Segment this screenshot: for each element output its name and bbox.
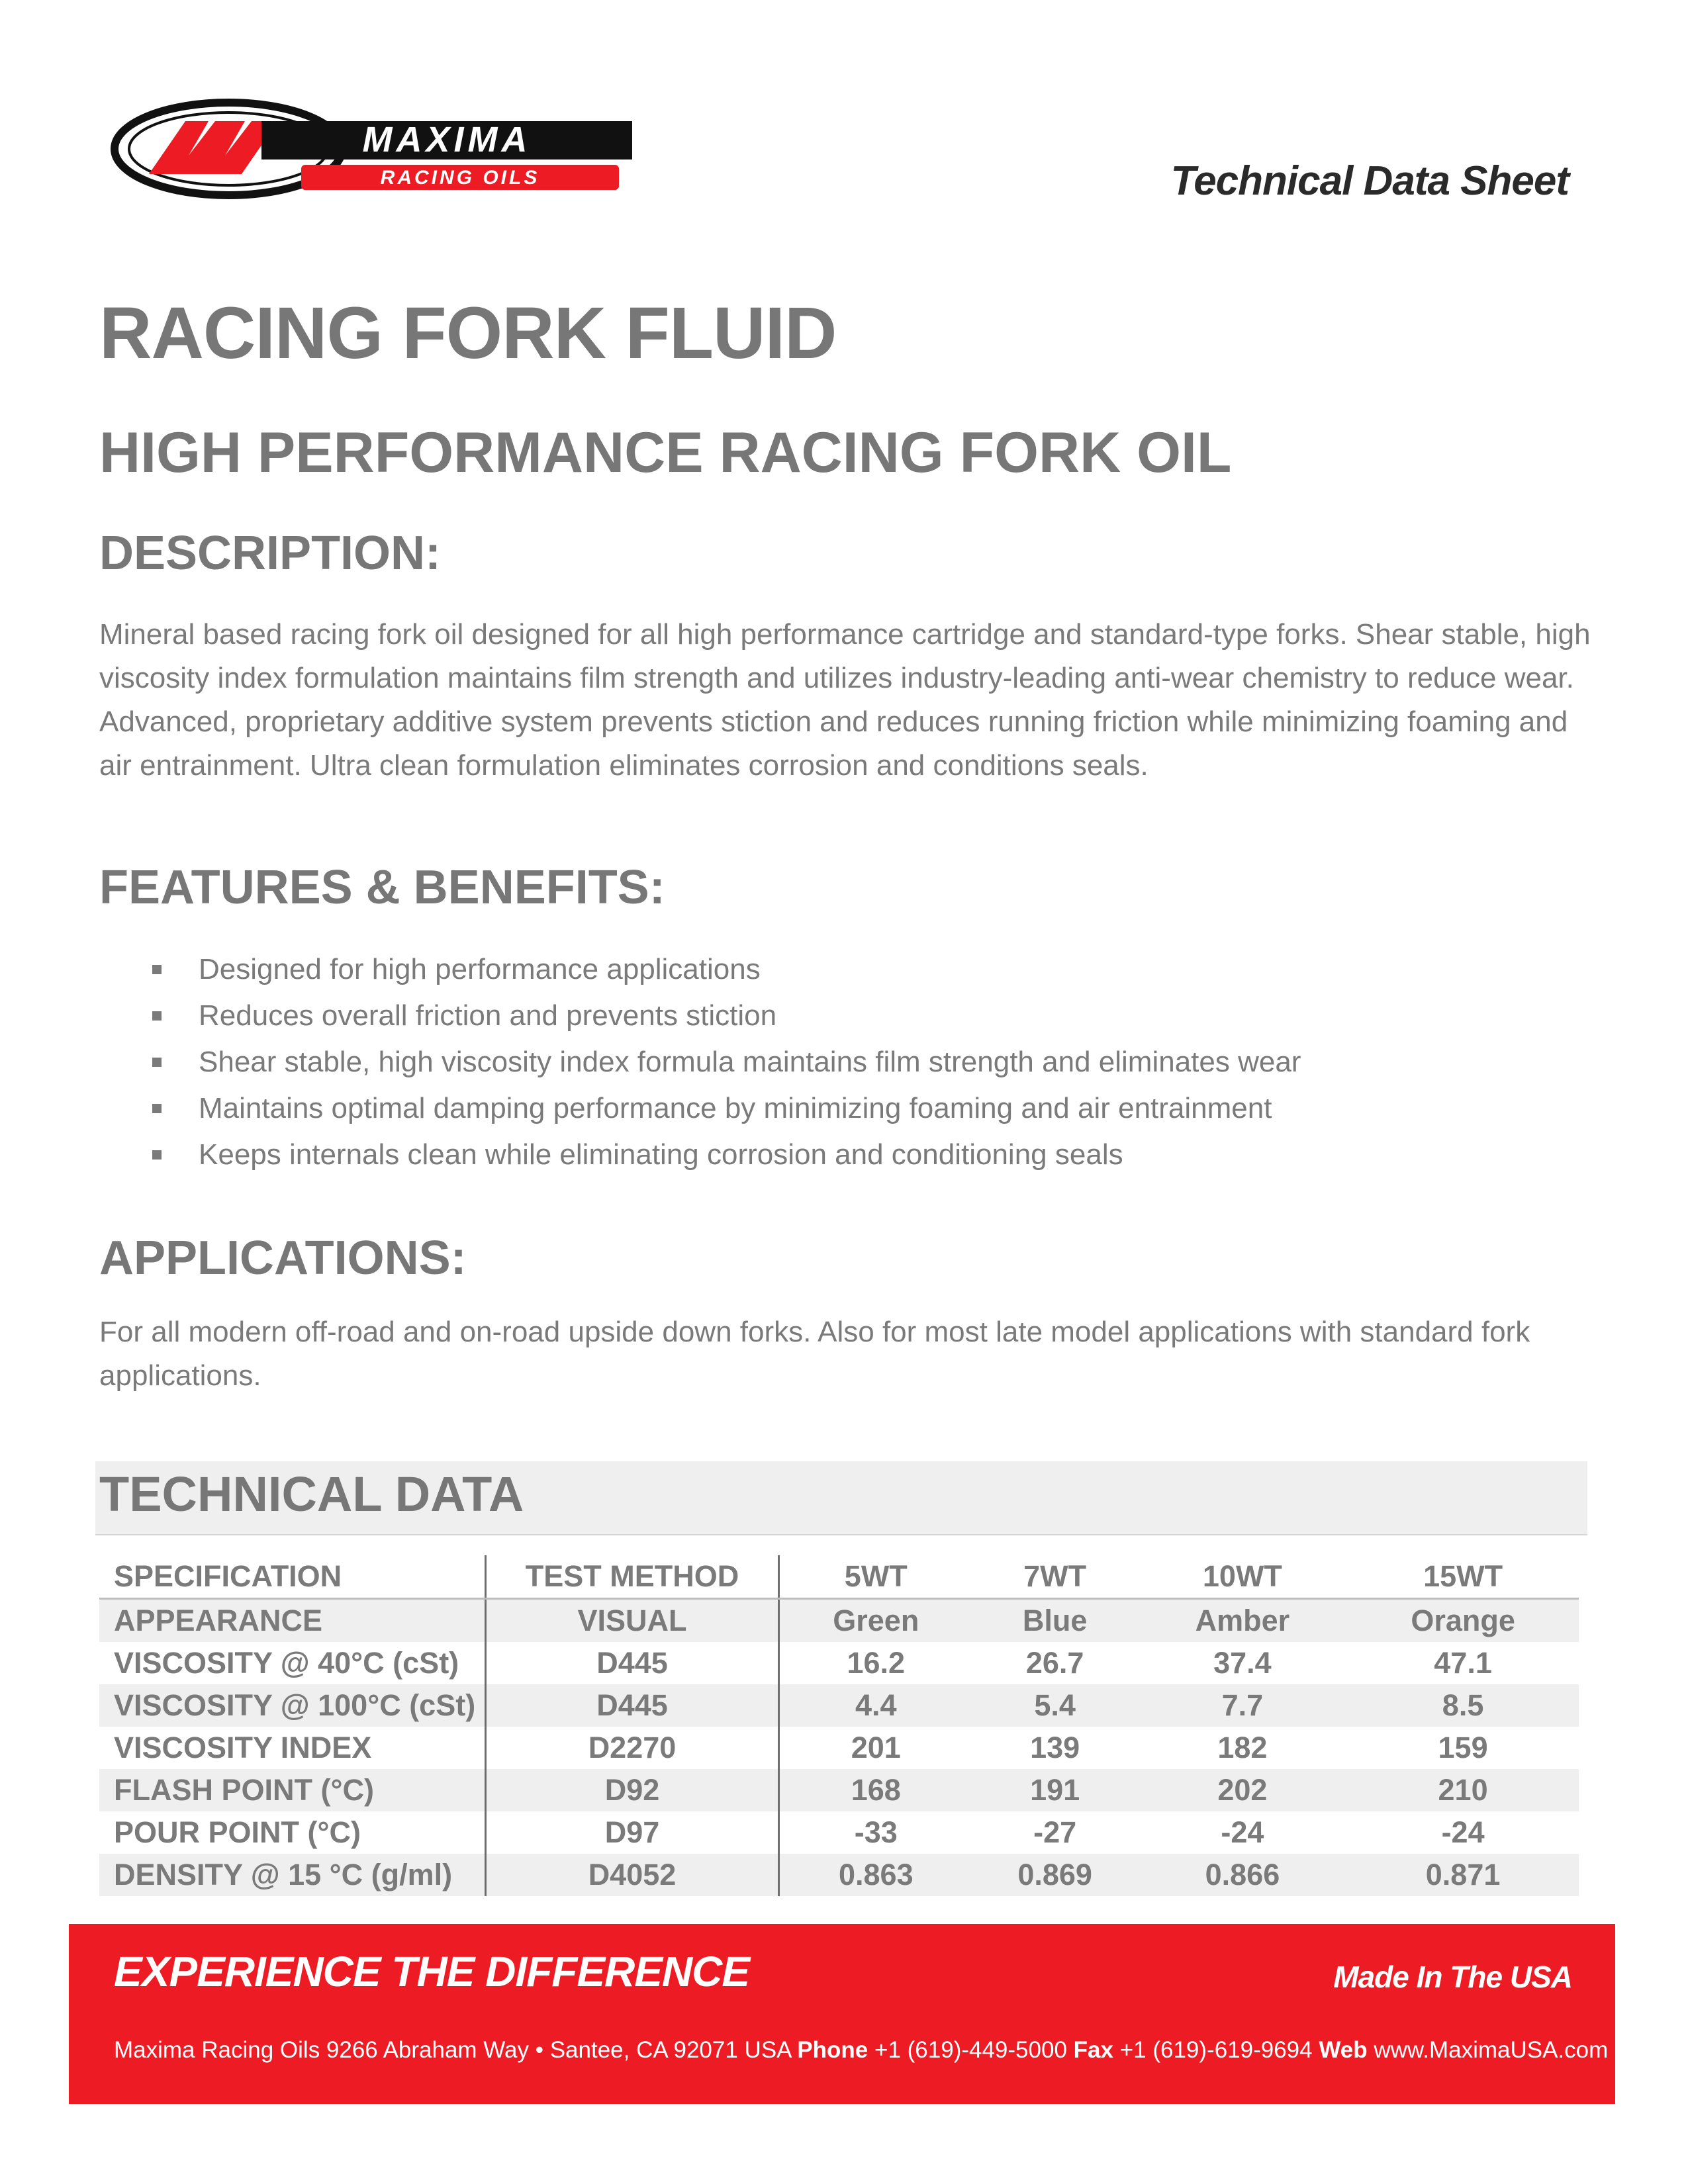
table-cell: VISCOSITY @ 100°C (cSt) xyxy=(99,1684,486,1727)
table-cell: D97 xyxy=(486,1811,779,1854)
table-cell: 5.4 xyxy=(972,1684,1138,1727)
column-header: 5WT xyxy=(779,1555,972,1599)
description-text: Mineral based racing fork oil designed for all high performance cartridge and standard-type forks. Shear stable, high viscosity index formulation maintains film strength and utilizes industry-leading anti-wear chemistry to reduce wear. Advanced, proprietary additive system prevents stiction and reduces running friction while minimizing foaming and air entrainment. Ultra clean formulation eliminates corrosion and conditions seals. xyxy=(99,618,1591,782)
table-cell: -27 xyxy=(1033,1815,1077,1849)
table-cell: 201 xyxy=(851,1731,901,1764)
features-heading: FEATURES & BENEFITS: xyxy=(99,861,665,914)
features-list xyxy=(152,946,1575,1178)
table-cell: Amber xyxy=(1138,1599,1348,1643)
column-header: 10WT xyxy=(1138,1555,1348,1599)
footer-address: Maxima Racing Oils 9266 Abraham Way • Santee, CA 92071 USA xyxy=(114,2037,791,2063)
list-item xyxy=(152,993,1575,1039)
table-cell: 159 xyxy=(1438,1731,1488,1764)
table-row xyxy=(99,1811,1579,1854)
column-header: SPECIFICATION xyxy=(99,1555,486,1599)
table-row xyxy=(99,1769,1579,1811)
fax-label: Fax xyxy=(1073,2037,1113,2063)
fax-number: +1 (619)-619-9694 xyxy=(1119,2037,1313,2063)
column-header: TEST METHOD xyxy=(486,1555,779,1599)
list-item xyxy=(152,1085,1575,1132)
table-cell: D4052 xyxy=(486,1854,779,1896)
bullet-icon xyxy=(152,1150,162,1160)
footer-contact xyxy=(114,2037,1608,2064)
table-cell: VISCOSITY @ 40°C (cSt) xyxy=(99,1642,486,1684)
phone-number[interactable]: +1 (619)-449-5000 xyxy=(874,2037,1067,2063)
made-in-usa-label: Made In The USA xyxy=(1333,1960,1572,1994)
product-subtitle: HIGH PERFORMANCE RACING FORK OIL xyxy=(99,421,1232,484)
maxima-logo xyxy=(109,96,652,202)
feature-text: Reduces overall friction and prevents stiction xyxy=(199,999,777,1032)
bullet-icon xyxy=(152,965,162,974)
table-cell: 210 xyxy=(1347,1769,1579,1811)
logo-wordmark: MAXIMA xyxy=(362,120,532,159)
table-cell: 202 xyxy=(1138,1769,1348,1811)
table-cell: 47.1 xyxy=(1434,1646,1492,1680)
bullet-icon xyxy=(152,1011,162,1021)
description-heading: DESCRIPTION: xyxy=(99,527,442,580)
table-cell: Green xyxy=(779,1599,972,1643)
table-header-row xyxy=(99,1555,1579,1599)
document-type-label: Technical Data Sheet xyxy=(1170,158,1569,204)
column-header: 7WT xyxy=(972,1555,1138,1599)
table-cell: -33 xyxy=(854,1815,898,1849)
list-item xyxy=(152,1039,1575,1085)
table-cell: 0.871 xyxy=(1347,1854,1579,1896)
technical-data-heading: TECHNICAL DATA xyxy=(99,1467,524,1522)
table-cell: 16.2 xyxy=(847,1646,906,1680)
table-cell: -24 xyxy=(1221,1815,1264,1849)
feature-text: Maintains optimal damping performance by minimizing foaming and air entrainment xyxy=(199,1092,1272,1124)
technical-data-table xyxy=(99,1555,1579,1896)
table-cell: 182 xyxy=(1217,1731,1268,1764)
product-title: RACING FORK FLUID xyxy=(99,293,837,374)
table-cell: 0.869 xyxy=(972,1854,1138,1896)
table-cell: VISCOSITY INDEX xyxy=(99,1727,486,1769)
table-cell: 26.7 xyxy=(1025,1646,1084,1680)
logo-subtext: RACING OILS xyxy=(380,167,540,189)
list-item xyxy=(152,946,1575,993)
applications-text: For all modern off-road and on-road upside down forks. Also for most late model applications with standard fork applications. xyxy=(99,1316,1530,1392)
bullet-icon xyxy=(152,1104,162,1113)
feature-text: Shear stable, high viscosity index formula maintains film strength and eliminates wear xyxy=(199,1046,1301,1078)
table-cell: -24 xyxy=(1441,1815,1485,1849)
website-link[interactable]: www.MaximaUSA.com xyxy=(1374,2037,1609,2063)
bullet-icon xyxy=(152,1058,162,1067)
list-item xyxy=(152,1132,1575,1178)
table-row xyxy=(99,1727,1579,1769)
table-cell: 168 xyxy=(779,1769,972,1811)
table-cell: D445 xyxy=(486,1642,779,1684)
table-cell: APPEARANCE xyxy=(99,1599,486,1643)
table-cell: D445 xyxy=(486,1684,779,1727)
table-cell: 191 xyxy=(972,1769,1138,1811)
table-cell: 0.863 xyxy=(779,1854,972,1896)
table-cell: POUR POINT (°C) xyxy=(99,1811,486,1854)
table-cell: Orange xyxy=(1347,1599,1579,1643)
table-cell: 7.7 xyxy=(1138,1684,1348,1727)
table-cell: DENSITY @ 15 °C (g/ml) xyxy=(99,1854,486,1896)
table-cell: Blue xyxy=(972,1599,1138,1643)
table-row xyxy=(99,1854,1579,1896)
table-cell: 37.4 xyxy=(1213,1646,1272,1680)
table-cell: D2270 xyxy=(486,1727,779,1769)
table-row xyxy=(99,1599,1579,1643)
table-cell: FLASH POINT (°C) xyxy=(99,1769,486,1811)
phone-label: Phone xyxy=(797,2037,868,2063)
web-label: Web xyxy=(1319,2037,1368,2063)
table-cell: 8.5 xyxy=(1347,1684,1579,1727)
footer-tagline: EXPERIENCE THE DIFFERENCE xyxy=(114,1948,750,1995)
table-cell: 0.866 xyxy=(1138,1854,1348,1896)
table-row xyxy=(99,1684,1579,1727)
column-header: 15WT xyxy=(1347,1555,1579,1599)
feature-text: Designed for high performance applications xyxy=(199,953,761,985)
feature-text: Keeps internals clean while eliminating corrosion and conditioning seals xyxy=(199,1138,1123,1171)
table-cell: D92 xyxy=(486,1769,779,1811)
table-cell: 139 xyxy=(1030,1731,1080,1764)
applications-heading: APPLICATIONS: xyxy=(99,1232,467,1285)
table-row xyxy=(99,1642,1579,1684)
table-cell: 4.4 xyxy=(779,1684,972,1727)
table-cell: VISUAL xyxy=(486,1599,779,1643)
